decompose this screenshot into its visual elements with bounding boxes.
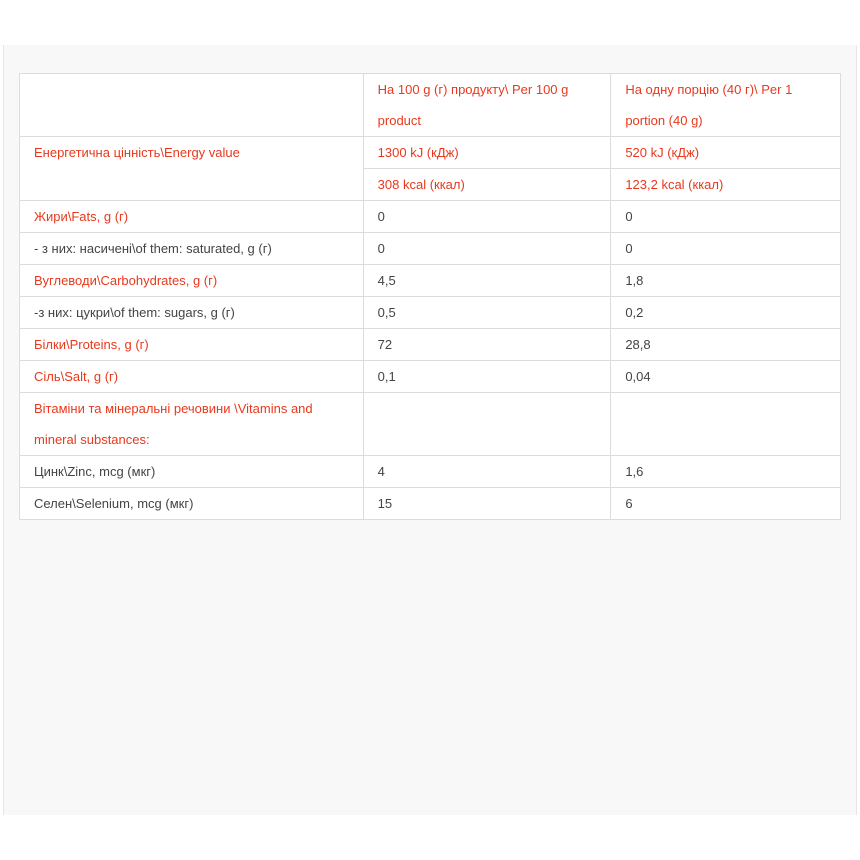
table-row (20, 201, 841, 233)
cell-per-100g: 4 (363, 456, 611, 488)
row-label-selenium: Селен\Selenium, mcg (мкг) (20, 488, 364, 520)
table-row (20, 233, 841, 265)
table-row (20, 393, 841, 456)
cell-per-portion: 28,8 (611, 329, 841, 361)
row-label-energy: Енергетична цінність\Energy value (20, 137, 364, 201)
cell-per-portion (611, 393, 841, 456)
nutrition-table (19, 73, 841, 520)
cell-per-portion: 123,2 kcal (ккал) (611, 169, 841, 201)
row-label-zinc: Цинк\Zinc, mcg (мкг) (20, 456, 364, 488)
cell-per-portion: 0 (611, 201, 841, 233)
cell-per-portion: 520 kJ (кДж) (611, 137, 841, 169)
row-label-salt: Сіль\Salt, g (г) (20, 361, 364, 393)
row-label-sugars: -з них: цукри\of them: sugars, g (г) (20, 297, 364, 329)
cell-per-100g: 0 (363, 201, 611, 233)
cell-per-portion: 0 (611, 233, 841, 265)
table-row (20, 456, 841, 488)
cell-per-100g: 0 (363, 233, 611, 265)
cell-per-portion: 0,2 (611, 297, 841, 329)
cell-per-portion: 1,8 (611, 265, 841, 297)
cell-per-100g: 0,5 (363, 297, 611, 329)
header-per-portion: На одну порцію (40 г)\ Per 1 portion (40 g) (611, 74, 841, 137)
table-row (20, 265, 841, 297)
cell-per-portion: 1,6 (611, 456, 841, 488)
cell-per-100g: 1300 kJ (кДж) (363, 137, 611, 169)
cell-per-portion: 6 (611, 488, 841, 520)
row-label-carbohydrates: Вуглеводи\Carbohydrates, g (г) (20, 265, 364, 297)
cell-per-portion: 0,04 (611, 361, 841, 393)
row-label-vitamins: Вітаміни та мінеральні речовини \Vitamins and mineral substances: (20, 393, 364, 456)
header-empty-cell (20, 74, 364, 137)
table-header-row (20, 74, 841, 137)
header-per-100g: На 100 g (г) продукту\ Per 100 g product (363, 74, 611, 137)
cell-per-100g: 4,5 (363, 265, 611, 297)
nutrition-panel (3, 45, 857, 815)
table-row (20, 137, 841, 169)
cell-per-100g: 0,1 (363, 361, 611, 393)
table-row (20, 488, 841, 520)
cell-per-100g: 308 kcal (ккал) (363, 169, 611, 201)
cell-per-100g (363, 393, 611, 456)
table-row (20, 361, 841, 393)
cell-per-100g: 72 (363, 329, 611, 361)
row-label-fats: Жири\Fats, g (г) (20, 201, 364, 233)
table-row (20, 297, 841, 329)
cell-per-100g: 15 (363, 488, 611, 520)
table-row (20, 329, 841, 361)
row-label-saturated: - з них: насичені\of them: saturated, g (г) (20, 233, 364, 265)
row-label-proteins: Білки\Proteins, g (г) (20, 329, 364, 361)
